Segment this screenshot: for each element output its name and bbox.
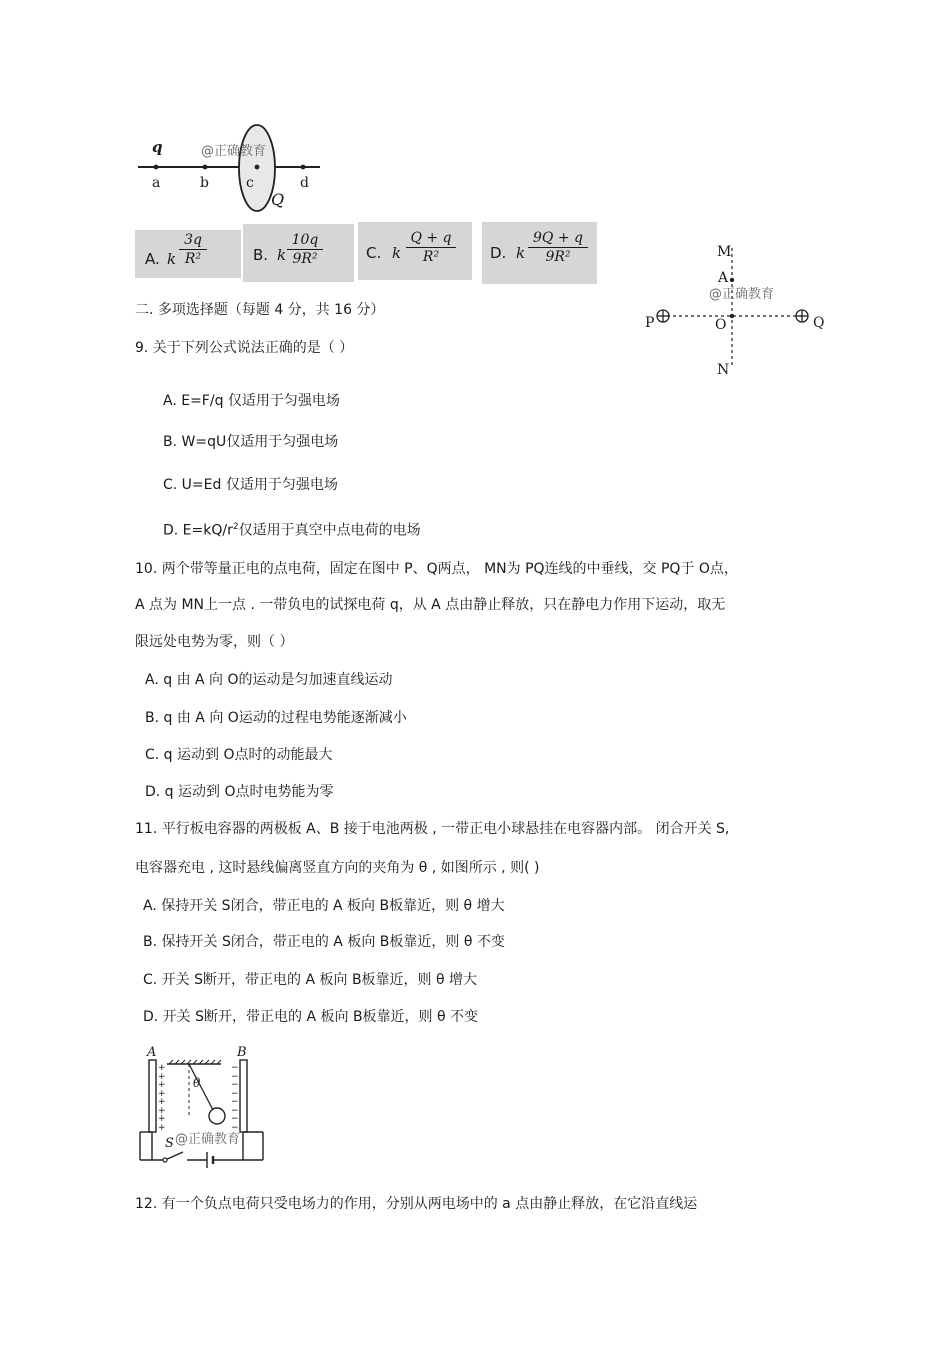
fraction: $\frac{9Q + q}{\text{9R²}}$	[528, 230, 588, 265]
question-11-option-D[interactable]: D. 开关 S断开，带正电的 A 板向 B板靠近，则 θ 不变	[143, 1009, 479, 1025]
question-9-option-C[interactable]: C. U=Ed 仅适用于匀强电场	[163, 477, 338, 493]
question-9-option-B[interactable]: B. W=qU仅适用于匀强电场	[163, 434, 339, 450]
question-10-stem-2: A 点为 MN上一点 . 一带负电的试探电荷 q，从 A 点由静止释放，只在静电力作用下运动，取无	[135, 597, 726, 613]
label-theta: θ	[193, 1076, 201, 1090]
minus-signs: − − − − − − − −	[231, 1063, 239, 1133]
option-8-C[interactable]: C. k $\frac{Q + q}{\text{R²}}$	[358, 222, 472, 280]
option-8-B[interactable]: B. k $\frac{10q}{\text{9R²}}$	[243, 224, 354, 282]
question-11-stem-2: 电容器充电 , 这时悬线偏离竖直方向的夹角为 θ , 如图所示 , 则( )	[135, 860, 540, 876]
label-N: N	[717, 362, 730, 378]
capacitor-figure	[135, 1045, 270, 1168]
question-9-stem: 9. 关于下列公式说法正确的是（ ）	[135, 340, 354, 356]
question-10-option-B[interactable]: B. q 由 A 向 O运动的过程电势能逐渐减小	[145, 710, 407, 726]
section-heading: 二. 多项选择题（每题 4 分，共 16 分）	[135, 302, 385, 318]
question-11-option-B[interactable]: B. 保持开关 S闭合，带正电的 A 板向 B板靠近，则 θ 不变	[143, 934, 505, 950]
question-9-option-D[interactable]: D. $E=kQ/r^2$仅适用于真空中点电荷的电场	[163, 522, 421, 539]
label-plate-B: B	[237, 1045, 247, 1060]
label-P: P	[645, 315, 655, 331]
label-plate-A: A	[147, 1045, 157, 1060]
watermark: @正确教育	[201, 144, 267, 159]
question-10-option-A[interactable]: A. q 由 A 向 O的运动是匀加速直线运动	[145, 672, 393, 688]
option-8-A[interactable]: A. k $\frac{3q}{\text{R²}}$	[135, 230, 241, 278]
question-12-stem-1: 12. 有一个负点电荷只受电场力的作用，分别从两电场中的 a 点由静止释放，在它沿直线运	[135, 1196, 698, 1212]
question-11-option-C[interactable]: C. 开关 S断开，带正电的 A 板向 B板靠近，则 θ 增大	[143, 972, 478, 988]
label-A: A	[718, 270, 729, 286]
label-point-a: a	[152, 175, 161, 191]
label-point-d: d	[300, 175, 309, 191]
question-10-stem-3: 限远处电势为零，则（ ）	[135, 634, 294, 650]
plus-signs: + + + + + + + +	[158, 1063, 166, 1133]
question-10-stem-1: 10. 两个带等量正电的点电荷，固定在图中 P、Q两点， MN为 PQ连线的中垂线，交 PQ于 O点，	[135, 561, 738, 577]
label-O: O	[715, 317, 727, 333]
label-M: M	[717, 244, 732, 260]
label-switch-S: S	[165, 1136, 174, 1151]
question-9-option-A[interactable]: A. E=F/q 仅适用于匀强电场	[163, 393, 340, 409]
question-11-option-A[interactable]: A. 保持开关 S闭合，带正电的 A 板向 B板靠近，则 θ 增大	[143, 898, 505, 914]
label-q: q	[152, 138, 163, 156]
question-10-option-D[interactable]: D. q 运动到 O点时电势能为零	[145, 784, 334, 800]
watermark: @正确教育	[709, 287, 775, 302]
label-point-c: c	[246, 175, 254, 191]
fraction: $\frac{10q}{\text{9R²}}$	[287, 232, 323, 267]
fraction: $\frac{3q}{\text{R²}}$	[179, 232, 207, 267]
fraction: $\frac{Q + q}{\text{R²}}$	[406, 230, 456, 265]
option-8-D[interactable]: D. k $\frac{9Q + q}{\text{9R²}}$	[482, 222, 597, 284]
label-point-b: b	[200, 175, 209, 191]
label-ring-Q: Q	[271, 190, 285, 209]
ring-charge-figure	[135, 120, 335, 220]
question-10-option-C[interactable]: C. q 运动到 O点时的动能最大	[145, 747, 333, 763]
watermark: @正确教育	[175, 1132, 241, 1147]
mn-pq-figure	[642, 238, 832, 383]
question-11-stem-1: 11. 平行板电容器的两极板 A、B 接于电池两极 , 一带正电小球悬挂在电容器内部。 闭合开关 S,	[135, 821, 730, 837]
label-Q: Q	[813, 315, 825, 331]
